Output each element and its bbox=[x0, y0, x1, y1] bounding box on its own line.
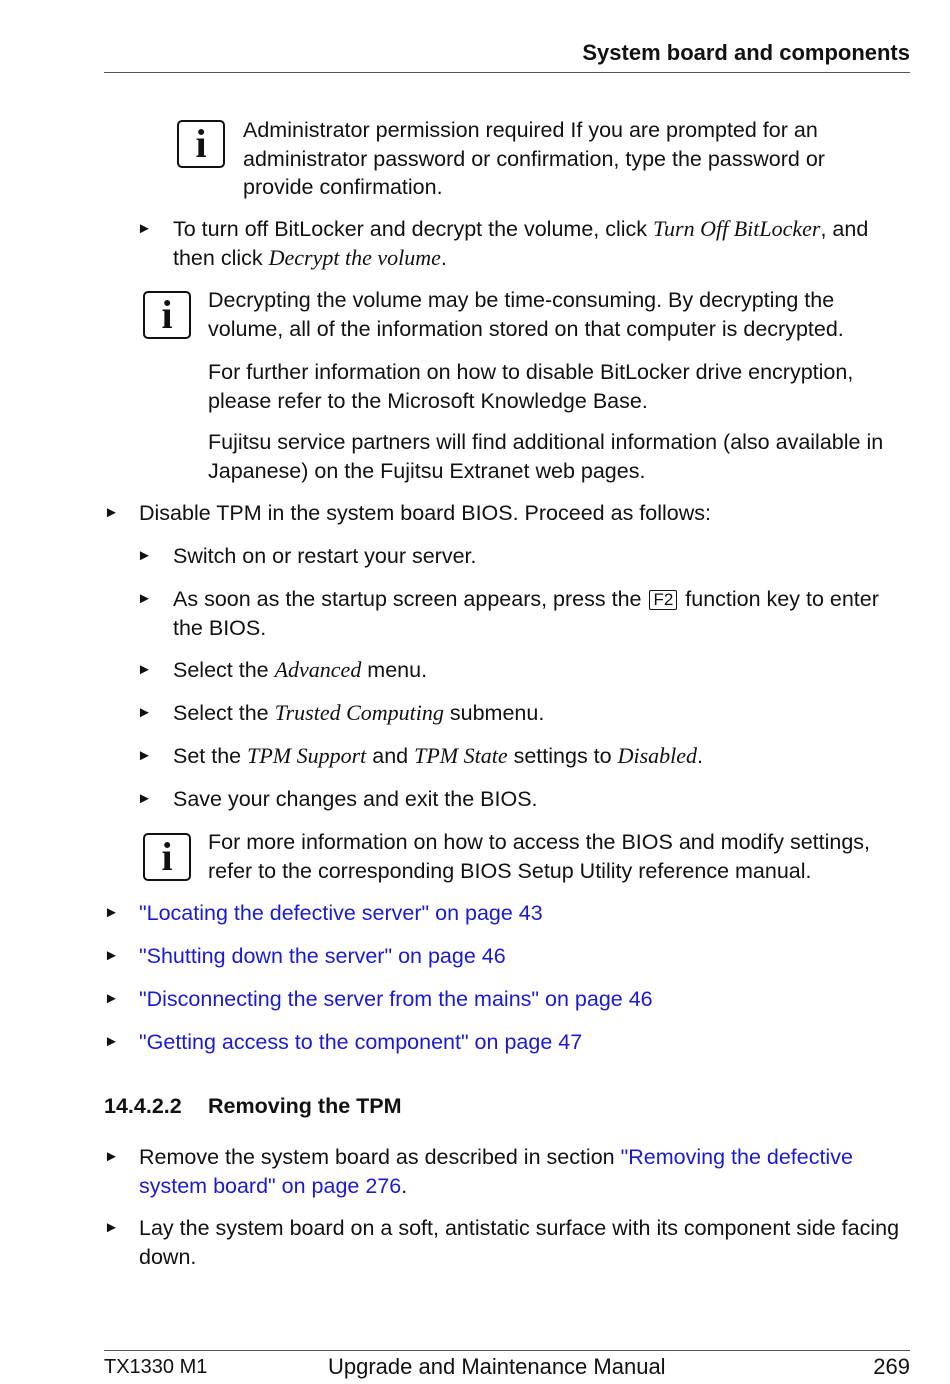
ui-term-turn-off-bitlocker: Turn Off BitLocker bbox=[653, 216, 821, 241]
section-title: Removing the TPM bbox=[208, 1094, 402, 1118]
step-lay-system-board: Lay the system board on a soft, antistatic surface with its component side facing down. bbox=[139, 1216, 900, 1269]
step-text: submenu. bbox=[443, 701, 545, 725]
step-text: menu. bbox=[361, 658, 428, 682]
ui-term-advanced: Advanced bbox=[274, 657, 362, 682]
bullet-arrow-icon: ► bbox=[104, 1033, 119, 1050]
bullet-arrow-icon: ► bbox=[104, 1148, 119, 1165]
note-bios-reference: For more information on how to access the BIOS and modify settings, refer to the corresponding BIOS Setup Utility reference manual. bbox=[208, 830, 871, 883]
f2-key-icon: F2 bbox=[649, 590, 677, 610]
ui-term-tpm-support: TPM Support bbox=[247, 743, 367, 768]
info-icon: i bbox=[143, 833, 191, 881]
bullet-arrow-icon: ► bbox=[137, 547, 152, 564]
link-getting-access-component[interactable]: "Getting access to the component" on page 47 bbox=[139, 1030, 583, 1054]
note-further-info: For further information on how to disable BitLocker drive encryption, please refer to the Microsoft Knowledge Base. bbox=[208, 360, 854, 413]
substep-save-exit: Save your changes and exit the BIOS. bbox=[173, 787, 538, 811]
running-header-title: System board and components bbox=[582, 40, 910, 65]
link-disconnecting-mains[interactable]: "Disconnecting the server from the mains" on page 46 bbox=[139, 987, 653, 1011]
bullet-arrow-icon: ► bbox=[104, 504, 119, 521]
bullet-arrow-icon: ► bbox=[137, 704, 152, 721]
bullet-arrow-icon: ► bbox=[137, 790, 152, 807]
bullet-arrow-icon: ► bbox=[137, 220, 152, 237]
step-text: As soon as the startup screen appears, press the bbox=[173, 587, 648, 611]
link-shutting-down-server[interactable]: "Shutting down the server" on page 46 bbox=[139, 944, 506, 968]
bullet-arrow-icon: ► bbox=[104, 1219, 119, 1236]
step-text: . bbox=[697, 744, 704, 768]
link-removing-defective-system-board[interactable]: "Removing the defective system board" on page 276 bbox=[139, 1145, 853, 1198]
note-decrypting-time: Decrypting the volume may be time-consuming. By decrypting the volume, all of the information stored on that computer is decrypted. bbox=[208, 288, 844, 341]
substep-restart-server: Switch on or restart your server. bbox=[173, 544, 477, 568]
step-text: Select the bbox=[173, 658, 275, 682]
page-number: 269 bbox=[873, 1354, 910, 1379]
bullet-arrow-icon: ► bbox=[137, 590, 152, 607]
step-text: . bbox=[440, 245, 447, 270]
ui-term-tpm-state: TPM State bbox=[414, 743, 508, 768]
bullet-arrow-icon: ► bbox=[137, 661, 152, 678]
ui-term-trusted-computing: Trusted Computing bbox=[274, 700, 444, 725]
info-icon: i bbox=[177, 120, 225, 168]
bullet-arrow-icon: ► bbox=[137, 747, 152, 764]
step-text: . bbox=[401, 1173, 408, 1198]
substep-press-f2 bbox=[173, 585, 913, 642]
step-remove-system-board bbox=[139, 1143, 914, 1200]
bullet-arrow-icon: ► bbox=[104, 904, 119, 921]
ui-term-disabled: Disabled bbox=[617, 743, 698, 768]
step-text: , and then click bbox=[173, 217, 869, 270]
substep-select-trusted-computing bbox=[173, 699, 913, 728]
substep-set-tpm-settings bbox=[173, 742, 913, 771]
ui-term-decrypt-volume: Decrypt the volume bbox=[268, 244, 441, 270]
substep-select-advanced bbox=[173, 656, 913, 685]
step-text: Set the bbox=[173, 744, 248, 768]
bullet-arrow-icon: ► bbox=[104, 990, 119, 1007]
step-disable-tpm: Disable TPM in the system board BIOS. Proceed as follows: bbox=[139, 501, 711, 525]
footer-model: TX1330 M1 bbox=[104, 1356, 208, 1378]
footer-divider bbox=[104, 1350, 910, 1351]
link-locating-defective-server[interactable]: "Locating the defective server" on page 43 bbox=[139, 901, 543, 925]
step-turn-off-bitlocker bbox=[173, 215, 913, 272]
header-divider bbox=[104, 72, 910, 73]
note-admin-permission: Administrator permission required If you are prompted for an administrator password or confirmation, type the password or provide confirmation. bbox=[243, 118, 825, 199]
step-text: and bbox=[366, 744, 415, 768]
step-text: function key to enter the BIOS. bbox=[173, 587, 879, 640]
info-icon: i bbox=[143, 291, 191, 339]
step-text: To turn off BitLocker and decrypt the volume, click bbox=[173, 217, 654, 241]
section-number: 14.4.2.2 bbox=[104, 1094, 182, 1118]
bullet-arrow-icon: ► bbox=[104, 947, 119, 964]
footer-manual-title: Upgrade and Maintenance Manual bbox=[328, 1354, 666, 1379]
step-text: Select the bbox=[173, 701, 275, 725]
step-text: Remove the system board as described in section bbox=[139, 1145, 621, 1169]
section-heading bbox=[104, 1094, 402, 1119]
step-text: settings to bbox=[507, 744, 618, 768]
note-fujitsu-partners: Fujitsu service partners will find additional information (also available in Japanese) on the Fujitsu Extranet web pages. bbox=[208, 430, 884, 483]
